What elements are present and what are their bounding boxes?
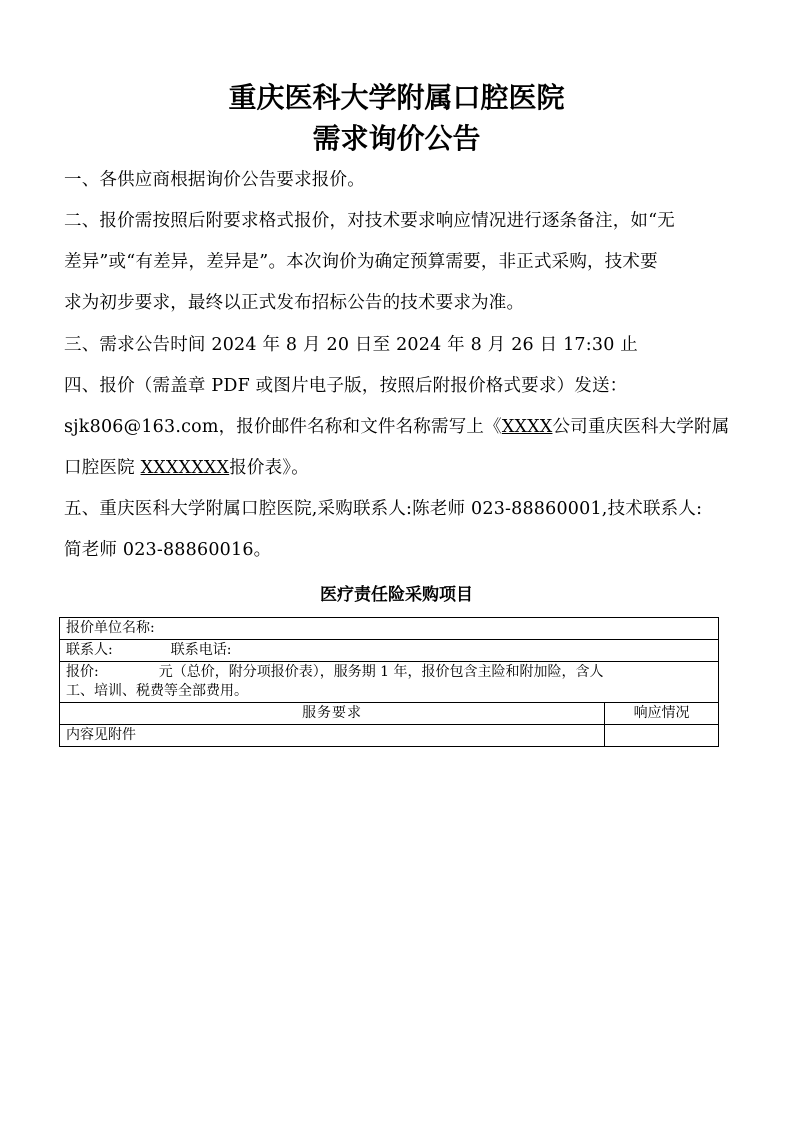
paragraph-4-line-2 bbox=[64, 407, 730, 448]
paragraph-5 bbox=[64, 489, 724, 571]
paragraph-4-line-3-head: 口腔医院 bbox=[64, 458, 141, 478]
project-placeholder: XXXXXXX bbox=[140, 458, 230, 478]
company-placeholder: XXXX bbox=[501, 417, 553, 437]
paragraph-2-line-1: 二、报价需按照后附要求格式报价，对技术要求响应情况进行逐条备注，如“无 bbox=[64, 211, 675, 231]
phone-label: 联系电话: bbox=[170, 642, 232, 658]
price-label: 报价: bbox=[66, 664, 99, 680]
paragraph-5-line-1: 五、重庆医科大学附属口腔医院,采购联系人:陈老师 023-88860001,技术联系人: bbox=[64, 499, 703, 519]
page-title: 重庆医科大学附属口腔医院 bbox=[228, 81, 565, 114]
paragraph-4 bbox=[64, 366, 730, 489]
content-cell: 内容见附件 bbox=[60, 725, 605, 747]
paragraph-5-line-2: 简老师 023-88860016。 bbox=[64, 540, 272, 560]
table-row bbox=[60, 640, 719, 662]
table-title: 医疗责任险采购项目 bbox=[320, 585, 473, 605]
paragraph-4-line-1: 四、报价（需盖章 PDF 或图片电子版，按照后附报价格式要求）发送： bbox=[64, 376, 628, 396]
paragraph-2-line-2: 差异”或“有差异，差异是”。本次询价为确定预算需要，非正式采购，技术要 bbox=[64, 252, 658, 272]
paragraph-4-line-3-tail: 报价表》。 bbox=[229, 458, 309, 478]
header-requirements: 服务要求 bbox=[60, 703, 605, 725]
table-row bbox=[60, 703, 719, 725]
paragraph-2-line-3: 求为初步要求，最终以正式发布招标公告的技术要求为准。 bbox=[64, 293, 525, 313]
paragraph-3 bbox=[64, 325, 724, 366]
unit-name-label: 报价单位名称: bbox=[66, 620, 155, 636]
paragraph-4-line-2-tail: 公司重庆医科大学附属 bbox=[552, 417, 730, 437]
paragraph-4-line-3 bbox=[64, 448, 724, 489]
paragraph-1-line: 一、各供应商根据询价公告要求报价。 bbox=[64, 170, 365, 190]
price-line-2: 工、培训、税费等全部费用。 bbox=[66, 683, 248, 699]
email-address-text: sjk806@163.com，报价邮件名称和文件名称需写上《 bbox=[64, 417, 502, 437]
table-row bbox=[60, 618, 719, 640]
table-row bbox=[60, 725, 719, 747]
table-row bbox=[60, 662, 719, 703]
price-cell bbox=[60, 662, 719, 703]
paragraph-2 bbox=[64, 201, 724, 324]
price-line-1: 元（总价，附分项报价表），服务期 1 年，报价包含主险和附加险，含人 bbox=[158, 664, 604, 680]
paragraph-1 bbox=[64, 160, 724, 201]
header-response: 响应情况 bbox=[605, 703, 719, 725]
page-subtitle: 需求询价公告 bbox=[312, 122, 481, 155]
unit-name-cell bbox=[60, 618, 719, 640]
contact-cell bbox=[60, 640, 719, 662]
paragraph-3-line: 三、需求公告时间 2024 年 8 月 20 日至 2024 年 8 月 26 日 17:30 止 bbox=[64, 335, 638, 355]
quotation-table bbox=[59, 617, 719, 747]
contact-label: 联系人: bbox=[66, 642, 113, 658]
response-cell bbox=[605, 725, 719, 747]
